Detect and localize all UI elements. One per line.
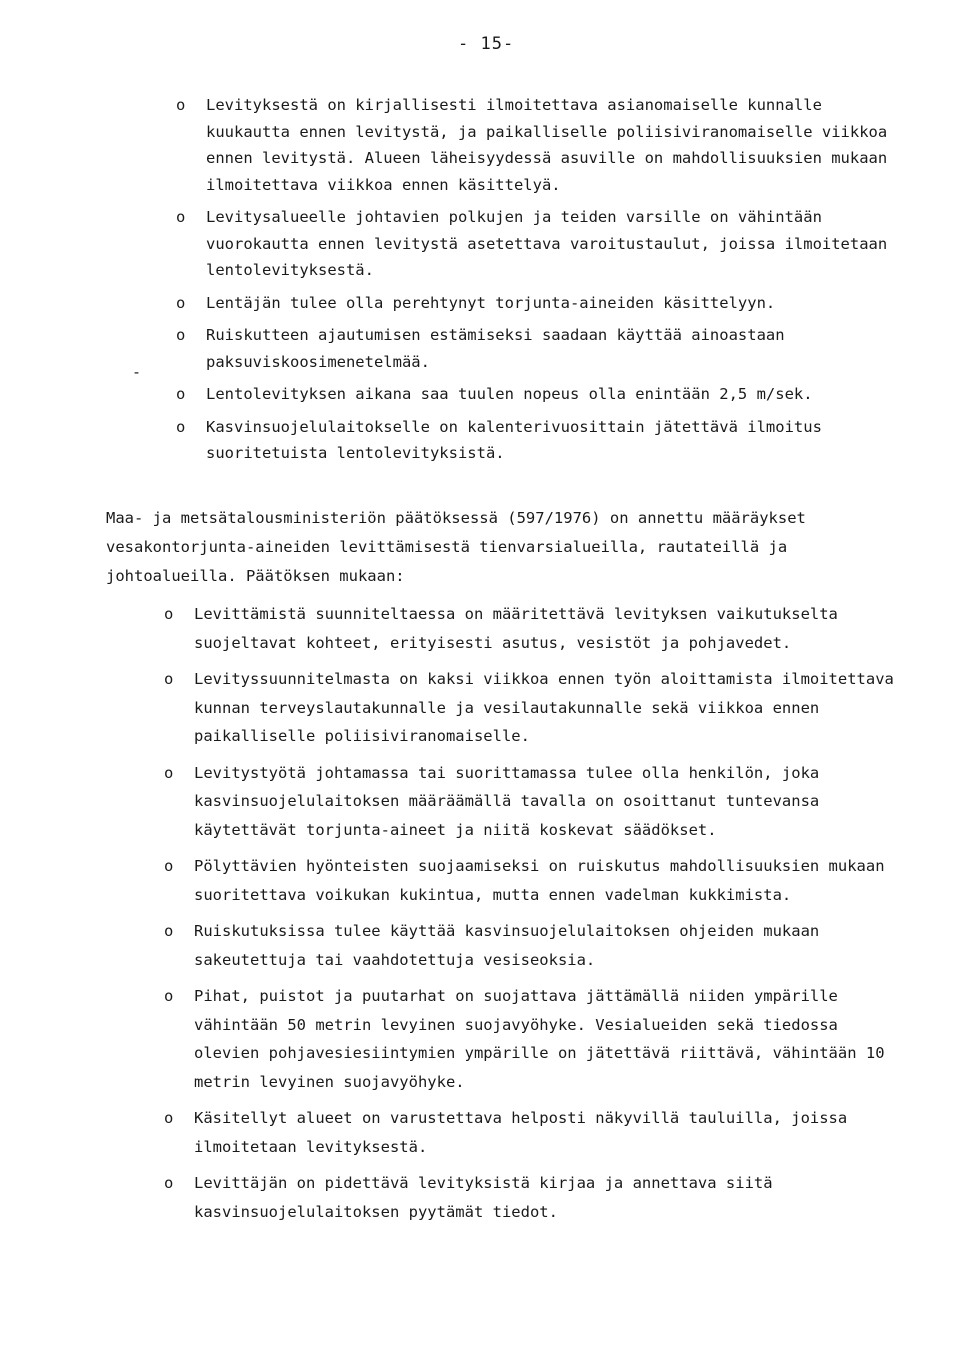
bullet-marker: o bbox=[164, 763, 174, 782]
bullet-marker: o bbox=[164, 857, 174, 875]
list-item bbox=[164, 982, 894, 1096]
list-item-text: Levittäjän on pidettävä levityksistä kirjaa ja annettava siitä kasvinsuojelulaitoksen pyytämät tiedot. bbox=[194, 1174, 773, 1221]
list-item-text: Levittämistä suunniteltaessa on määritettävä levityksen vaikutukselta suojeltavat kohteet, erityisesti asutus, vesistöt ja pohjavedet. bbox=[194, 605, 838, 652]
list-item-text: Levitysalueelle johtavien polkujen ja teiden varsille on vähintään vuorokautta ennen levitystä asetettava varoitustaulut, joissa ilmoitetaan lentolevityksestä. bbox=[206, 208, 888, 279]
bullet-marker: o bbox=[176, 293, 186, 312]
list-item bbox=[176, 290, 896, 317]
margin-dash-mark: - bbox=[132, 363, 142, 381]
list-item-text: Ruiskutteen ajautumisen estämiseksi saadaan käyttää ainoastaan paksuviskoosimenetelmää. bbox=[206, 326, 785, 371]
first-regulation-list bbox=[176, 92, 896, 473]
bullet-marker: o bbox=[176, 208, 186, 226]
list-item-text: Pölyttävien hyönteisten suojaamiseksi on ruiskutus mahdollisuuksien mukaan suoritettava voikukan kukintua, mutta ennen vadelman kukkimista. bbox=[194, 857, 885, 904]
list-item bbox=[164, 1169, 894, 1226]
bullet-marker: o bbox=[176, 96, 186, 114]
bullet-marker: o bbox=[164, 922, 174, 940]
list-item-text: Lentolevityksen aikana saa tuulen nopeus olla enintään 2,5 m/sek. bbox=[206, 385, 813, 403]
intro-paragraph: Maa- ja metsätalousministeriön päätöksessä (597/1976) on annettu määräykset vesakontorjunta-aineiden levittämisestä tienvarsialueilla, rautateillä ja johtoalueilla. Päätöksen mukaan: bbox=[106, 509, 806, 585]
bullet-marker: o bbox=[164, 1174, 174, 1192]
bullet-marker: o bbox=[164, 987, 174, 1005]
list-item-text: Kasvinsuojelulaitokselle on kalenterivuosittain jätettävä ilmoitus suoritetuista lentolevityksistä. bbox=[206, 417, 822, 462]
list-item-text: Ruiskutuksissa tulee käyttää kasvinsuojelulaitoksen ohjeiden mukaan sakeutettuja tai vaahdotettuja vesiseoksia. bbox=[194, 922, 820, 969]
list-item-text: Levityksestä on kirjallisesti ilmoitettava asianomaiselle kunnalle kuukautta ennen levitystä, ja paikalliselle poliisiviranomaiselle viikkoa ennen levitystä. Alueen läheisyydessä asuville on mahdollisuuksien mukaan ilmoitettava viikkoa ennen käsittelyä. bbox=[206, 96, 888, 194]
bullet-marker: o bbox=[176, 385, 186, 403]
list-item bbox=[164, 759, 894, 845]
list-item bbox=[164, 1104, 894, 1161]
bullet-marker: o bbox=[164, 1109, 174, 1127]
list-item bbox=[164, 917, 894, 974]
list-item-text: Levityssuunnitelmasta on kaksi viikkoa ennen työn aloittamista ilmoitettava kunnan terveyslautakunnalle ja vesilautakunnalle sekä viikkoa ennen paikalliselle poliisiviranomaiselle. bbox=[194, 670, 894, 745]
second-regulation-list bbox=[164, 600, 894, 1234]
bullet-marker: o bbox=[176, 417, 186, 436]
bullet-marker: o bbox=[164, 605, 174, 623]
list-item bbox=[176, 204, 896, 284]
bullet-marker: o bbox=[164, 670, 174, 688]
list-item-text: Lentäjän tulee olla perehtynyt torjunta-aineiden käsittelyyn. bbox=[206, 293, 776, 312]
list-item bbox=[176, 92, 896, 198]
list-item-text: Pihat, puistot ja puutarhat on suojattava jättämällä niiden ympärille vähintään 50 metrin levyinen suojavyöhyke. Vesialueiden sekä tiedossa olevien pohjavesiesiintymien ympärille on jätettävä riittävä, vähintään 10 metrin levyinen suojavyöhyke. bbox=[194, 987, 885, 1091]
list-item bbox=[176, 414, 896, 467]
page-number: - 15- bbox=[458, 34, 515, 54]
list-item bbox=[176, 381, 896, 408]
list-item bbox=[164, 665, 894, 751]
list-item bbox=[176, 322, 896, 375]
list-item bbox=[164, 852, 894, 909]
list-item bbox=[164, 600, 894, 657]
list-item-text: Levitystyötä johtamassa tai suorittamassa tulee olla henkilön, joka kasvinsuojelulaitoksen määräämällä tavalla on osoittanut tuntevansa käytettävät torjunta-aineet ja niitä koskevat säädökset. bbox=[194, 763, 820, 839]
bullet-marker: o bbox=[176, 326, 186, 344]
list-item-text: Käsitellyt alueet on varustettava helposti näkyvillä tauluilla, joissa ilmoitetaan levityksestä. bbox=[194, 1109, 848, 1156]
